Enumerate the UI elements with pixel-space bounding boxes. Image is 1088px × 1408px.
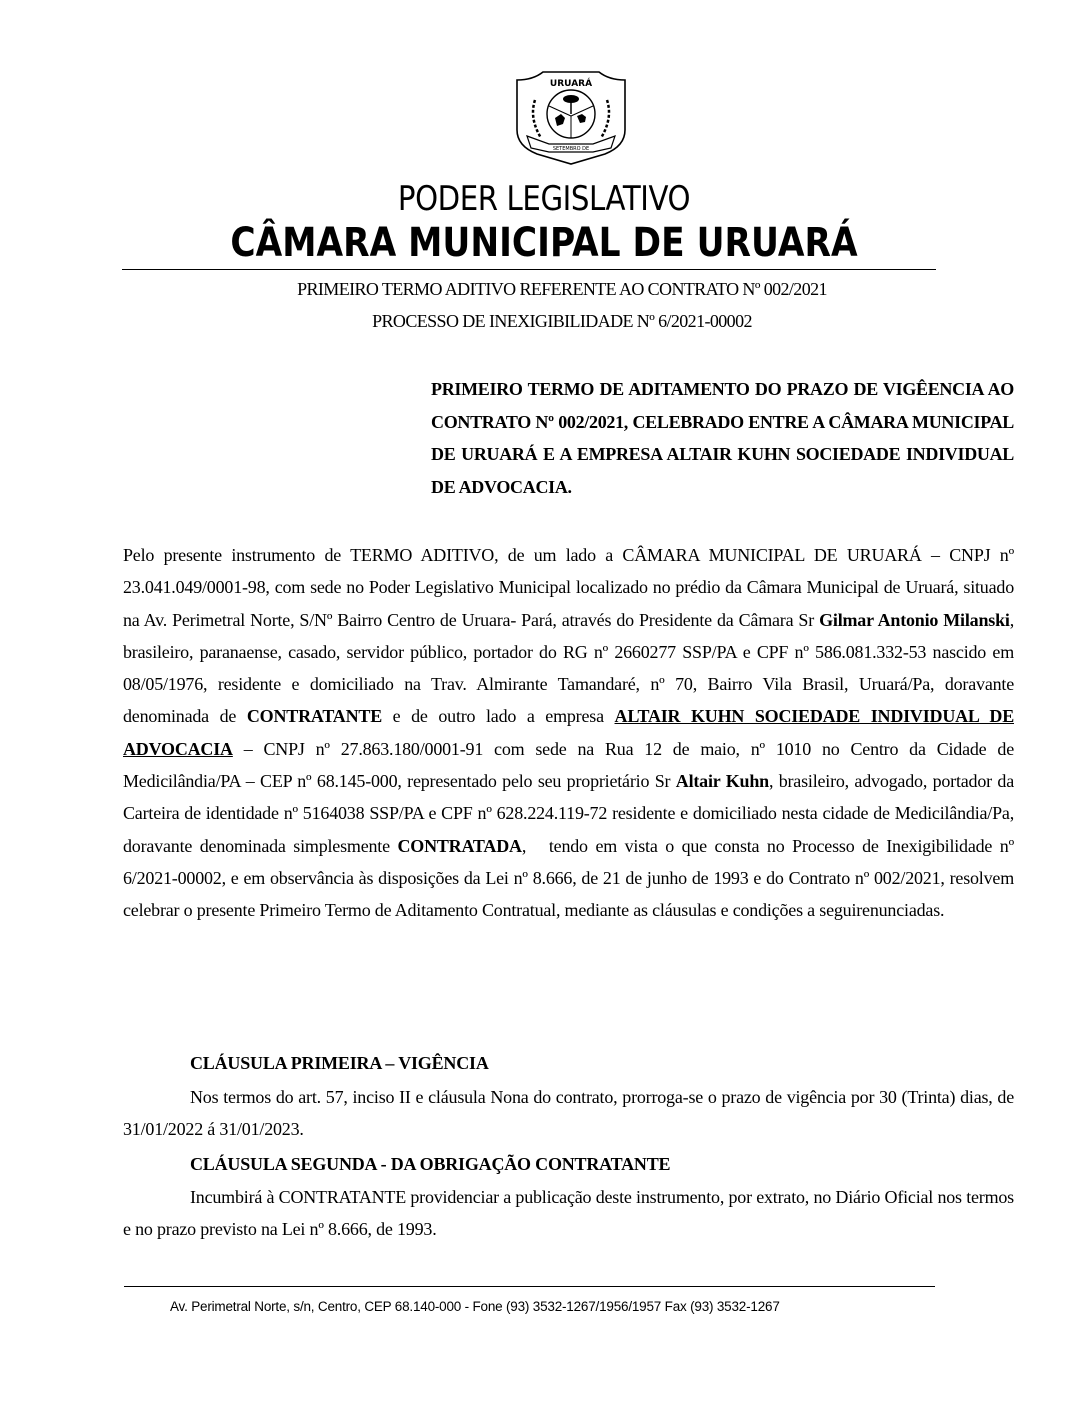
preamble-paragraph <box>123 539 1019 927</box>
header-subtitle-contract: PRIMEIRO TERMO ADITIVO REFERENTE AO CONTRATO Nº 002/2021 <box>297 279 827 299</box>
preamble-text: , brasileiro, paranaense, casado, servidor público, portador do RG nº 2660277 SSP/PA e CPF nº 586.081.332-53 nascido em 08/05/1976, residente e domiciliado na Trav. Almirante Tamandaré, nº 70, Bairro Vila Brasil, Uruará/Pa, doravante denominada de <box>123 609 1014 727</box>
footer-address: Av. Perimetral Norte, s/n, Centro, CEP 68.140-000 - Fone (93) 3532-1267/1956/1957 Fax (93) 3532-1267 <box>170 1299 780 1314</box>
contratante-label: CONTRATANTE <box>246 706 383 727</box>
contratada-label: CONTRATADA <box>397 835 522 856</box>
preamble-text: e de outro lado a empresa <box>382 706 615 727</box>
coat-of-arms-icon <box>513 66 629 166</box>
owner-name: Altair Kuhn <box>675 771 769 792</box>
logo-ribbon-text: SETEMBRO DE <box>552 146 590 152</box>
clause-text: Incumbirá à CONTRATANTE providenciar a publicação deste instrumento, por extrato, no Diário Oficial nos termos e no prazo previsto na Lei nº 8.666, de 1993. <box>123 1187 1014 1240</box>
header-power: PODER LEGISLATIVO <box>397 179 691 219</box>
preamble-text: , tendo em vista o que consta no Processo de Inexigibilidade nº 6/2021-00002, e em observância às disposições da Lei nº 8.666, de 21 de junho de 1993 e do Contrato nº 002/2021, resolvem celebrar o presente Primeiro Termo de Aditamento Contratual, mediante as cláusulas e condições a seguirenunciadas. <box>123 835 1019 921</box>
clause-title: CLÁUSULA SEGUNDA - DA OBRIGAÇÃO CONTRATANTE <box>190 1154 671 1174</box>
footer-divider <box>124 1286 935 1287</box>
ementa: PRIMEIRO TERMO DE ADITAMENTO DO PRAZO DE VIGÊENCIA AO CONTRATO Nº 002/2021, CELEBRADO ENTRE A CÂMARA MUNICIPAL DE URUARÁ E A EMPRESA ALTAIR KUHN SOCIEDADE INDIVIDUAL DE ADVOCACIA. <box>431 379 1014 497</box>
president-name: Gilmar Antonio Milanski <box>819 609 1010 630</box>
clause-text: Nos termos do art. 57, inciso II e cláusula Nona do contrato, prorroga-se o prazo de vigência por 30 (Trinta) dias, de 31/01/2022 á 31/01/2023. <box>123 1087 1014 1140</box>
preamble-text: Pelo presente instrumento de TERMO ADITIVO, de um lado a CÂMARA MUNICIPAL DE URUARÁ – CNPJ nº 23.041.049/0001-98, com sede no Poder Legislativo Municipal localizado no prédio da Câmara Municipal de Uruará, situado na Av. Perimetral Norte, S/Nº Bairro Centro de Uruara- Pará, através do Presidente da Câmara Sr <box>123 545 1014 630</box>
preamble-text: , brasileiro, advogado, portador da Carteira de identidade nº 5164038 SSP/PA e CPF nº 628.224.119-72 residente e domiciliado nesta cidade de Medicilândia/Pa, doravante denominada simplesmente <box>123 771 1015 856</box>
header-subtitle-process: PROCESSO DE INEXIGIBILIDADE Nº 6/2021-00002 <box>372 311 752 331</box>
company-name: ALTAIR KUHN SOCIEDADE INDIVIDUAL DE ADVOCACIA <box>123 706 1014 759</box>
header-divider <box>122 269 936 270</box>
preamble-text: – CNPJ nº 27.863.180/0001-91 com sede na Rua 12 de maio, nº 1010 no Centro da Cidade de Medicilândia/PA – CEP nº 68.145-000, representado pelo seu proprietário Sr <box>123 738 1014 792</box>
header-institution: CÂMARA MUNICIPAL DE URUARÁ <box>230 220 858 266</box>
clause-title: CLÁUSULA PRIMEIRA – VIGÊNCIA <box>190 1053 489 1073</box>
logo-top-text: URUARÁ <box>549 79 593 89</box>
